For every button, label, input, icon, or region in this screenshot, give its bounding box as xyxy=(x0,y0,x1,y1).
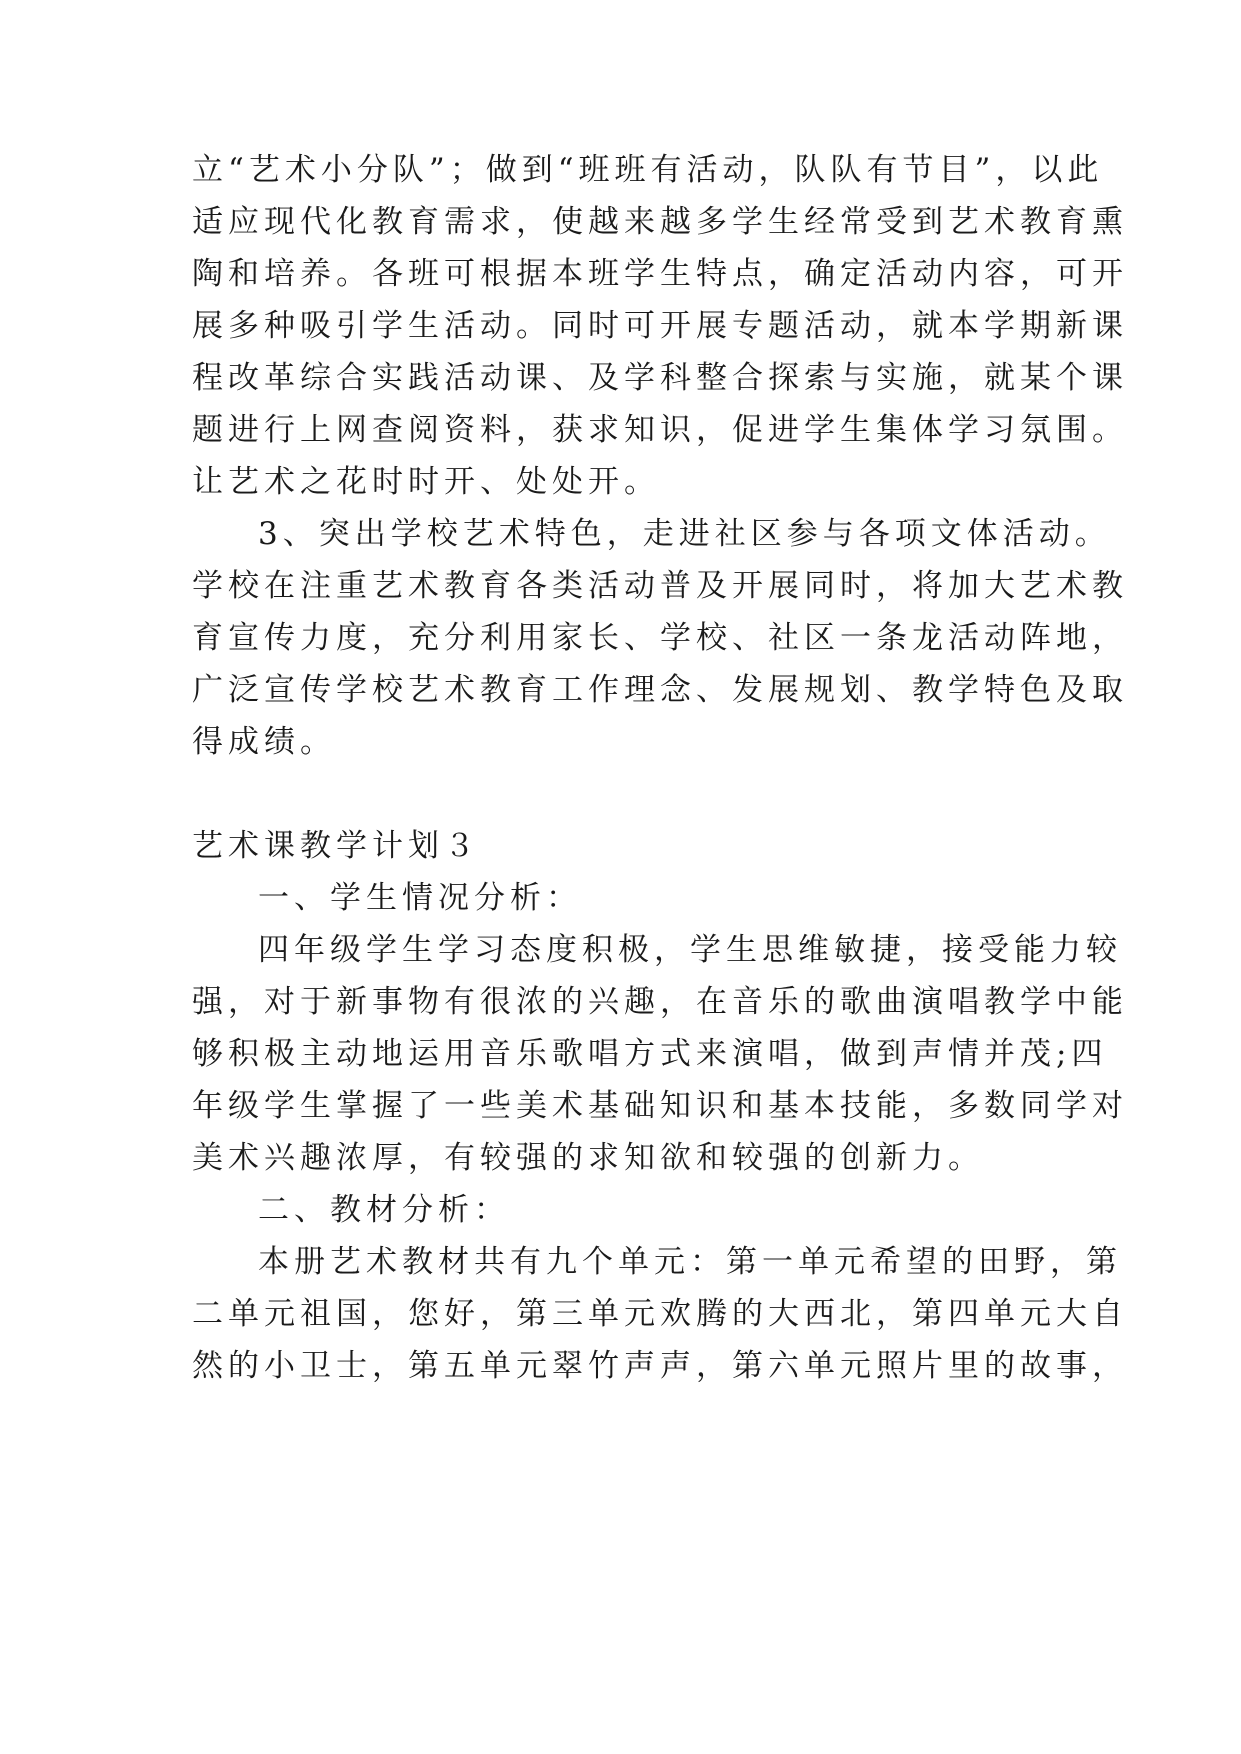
body-text-line: 展多种吸引学生活动。同时可开展专题活动，就本学期新课 xyxy=(192,308,1128,344)
body-text-line: 本册艺术教材共有九个单元：第一单元希望的田野，第 xyxy=(258,1244,1122,1280)
body-text-line: 陶和培养。各班可根据本班学生特点，确定活动内容，可开 xyxy=(192,256,1128,292)
body-text-line: 四年级学生学习态度积极，学生思维敏捷，接受能力较 xyxy=(258,932,1122,968)
body-text-line: 二单元祖国，您好，第三单元欢腾的大西北，第四单元大自 xyxy=(192,1296,1128,1332)
body-text-line: 适应现代化教育需求，使越来越多学生经常受到艺术教育熏 xyxy=(192,204,1128,240)
body-text-line: 美术兴趣浓厚，有较强的求知欲和较强的创新力。 xyxy=(192,1140,984,1176)
section-title: 艺术课教学计划３ xyxy=(192,828,480,864)
body-text-line: 3、突出学校艺术特色，走进社区参与各项文体活动。 xyxy=(258,516,1111,552)
body-text-line: 题进行上网查阅资料，获求知识，促进学生集体学习氛围。 xyxy=(192,412,1128,448)
section-heading: 二、教材分析： xyxy=(258,1192,510,1228)
body-text-line: 学校在注重艺术教育各类活动普及开展同时，将加大艺术教 xyxy=(192,568,1128,604)
body-text-line: 广泛宣传学校艺术教育工作理念、发展规划、教学特色及取 xyxy=(192,672,1128,708)
body-text-line: 立“艺术小分队”；做到“班班有活动，队队有节目”，以此 xyxy=(192,152,1104,188)
body-text-line: 得成绩。 xyxy=(192,724,336,760)
body-text-line: 让艺术之花时时开、处处开。 xyxy=(192,464,660,500)
body-text-line: 强，对于新事物有很浓的兴趣，在音乐的歌曲演唱教学中能 xyxy=(192,984,1128,1020)
body-text-line: 够积极主动地运用音乐歌唱方式来演唱，做到声情并茂;四 xyxy=(192,1036,1108,1072)
body-text-line: 程改革综合实践活动课、及学科整合探索与实施，就某个课 xyxy=(192,360,1128,396)
body-text-line: 然的小卫士，第五单元翠竹声声，第六单元照片里的故事， xyxy=(192,1348,1128,1384)
body-text-line: 年级学生掌握了一些美术基础知识和基本技能，多数同学对 xyxy=(192,1088,1128,1124)
body-text-line: 育宣传力度，充分利用家长、学校、社区一条龙活动阵地， xyxy=(192,620,1128,656)
section-heading: 一、学生情况分析： xyxy=(258,880,582,916)
